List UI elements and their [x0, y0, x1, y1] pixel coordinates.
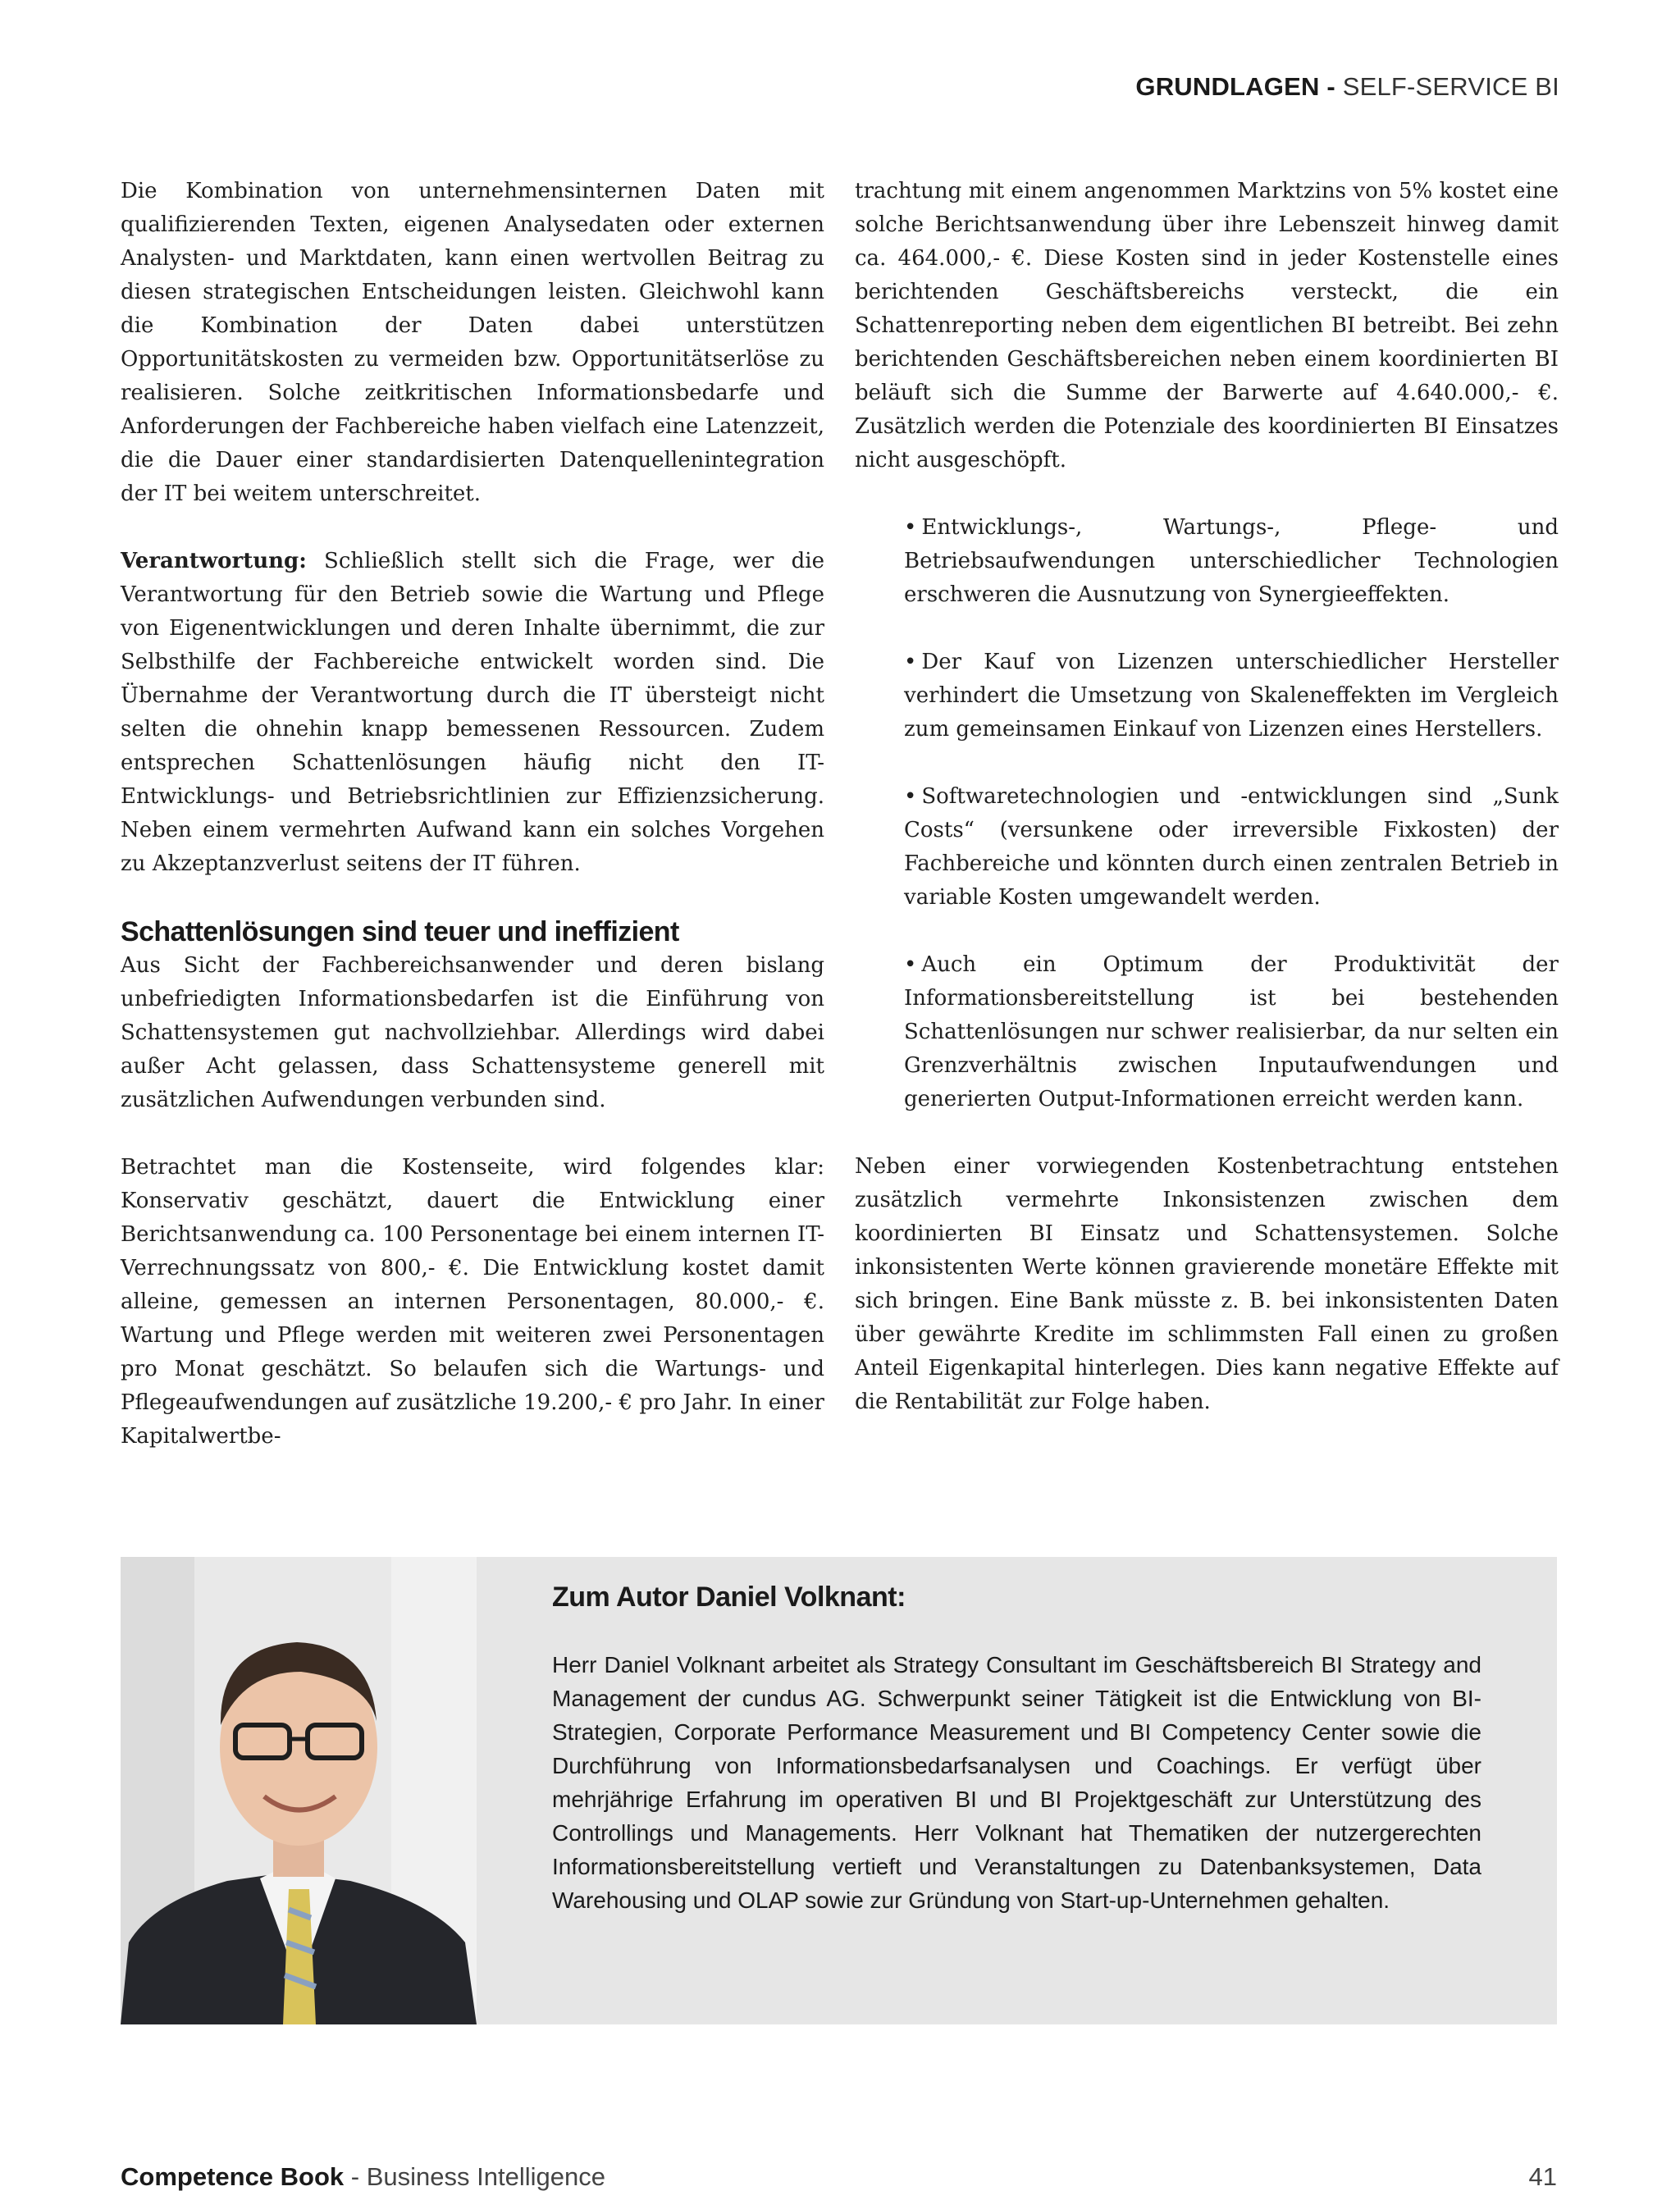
author-photo [121, 1557, 477, 2024]
author-text [552, 1582, 1481, 1917]
right-column [855, 175, 1559, 1419]
bullet-list [855, 511, 1559, 1116]
paragraph-responsibility [121, 545, 824, 881]
paragraph-responsibility-text: Schließlich stellt sich die Frage, wer die Verantwortung für den Betrieb sowie die Wartung und Pflege von Eigenentwicklungen und deren Inhalte übernimmt, die zur Selbsthilfe der Fachbereiche entwickelt worden sind. Die Übernahme der Verantwortung durch die IT übersteigt nicht selten die ohnehin knapp bemessenen Ressourcen. Zudem entsprechen Schattenlösungen häufig nicht den IT-Entwicklungs- und Betriebsrichtlinien zur Effizienzsicherung. Neben einem vermehrten Aufwand kann ein solches Vorgehen zu Akzeptanzverlust seitens der IT führen. [121, 549, 824, 876]
list-item [904, 646, 1559, 746]
author-portrait-illustration [121, 1557, 477, 2024]
author-title: Zum Autor Daniel Volknant: [552, 1582, 906, 1613]
running-header [1135, 72, 1559, 102]
footer-publication [121, 2162, 605, 2192]
list-item-text: Der Kauf von Lizenzen unterschiedlicher Hersteller verhindert die Umsetzung von Skaleneffekten im Vergleich zum gemeinsamen Einkauf von Lizenzen eines Herstellers. [904, 650, 1559, 742]
list-item [904, 511, 1559, 612]
paragraph-combination: Die Kombination von unternehmensinternen Daten mit qualifizierenden Texten, eigenen Analysedaten oder externen Analysten- und Marktdaten, kann einen wertvollen Beitrag zu diesen strategischen Entscheidungen leisten. Gleichwohl kann die Kombination der Daten dabei unterstützen Opportunitätskosten zu vermeiden bzw. Opportunitätserlöse zu realisieren. Solche zeitkritischen Informationsbedarfe und Anforderungen der Fachbereiche haben vielfach eine Latenzzeit, die die Dauer einer standardisierten Datenquellenintegration der IT bei weitem unterschreitet. [121, 179, 824, 506]
paragraph-cost-calculation: Betrachtet man die Kostenseite, wird folgendes klar: Konservativ geschätzt, dauert die Entwicklung einer Berichtsanwendung ca. 100 Personentage bei einem internen IT-Verrechnungssatz von 800,- €. Die Entwicklung kostet damit alleine, gemessen an internen Personentagen, 80.000,- €. Wartung und Pflege werden mit weiteren zwei Personentagen pro Monat geschätzt. So belaufen sich die Wartungs- und Pflegeaufwendungen auf zusätzliche 19.200,- € pro Jahr. In einer Kapitalwertbe- [121, 1155, 824, 1449]
footer-subject: Business Intelligence [366, 2162, 605, 2191]
bullet-icon: • [904, 952, 917, 977]
header-section: GRUNDLAGEN [1135, 72, 1320, 101]
list-item-text: Entwicklungs-, Wartungs-, Pflege- und Betriebsaufwendungen unterschiedlicher Technologien erschweren die Ausnutzung von Synergieeffekten. [904, 515, 1559, 607]
header-separator: - [1319, 72, 1343, 101]
author-bio: Herr Daniel Volknant arbeitet als Strategy Consultant im Geschäftsbereich BI Strategy and Management der cundus AG. Schwerpunkt seiner Tätigkeit ist die Entwicklung von BI-Strategien, Corporate Performance Measurement und BI Competency Center sowie die Durchführung von Informationsbedarfsanalysen und Coachings. Er verfügt über mehrjährige Erfahrung im operativen BI und BI Projektgeschäft zur Unterstützung des Controllings und Managements. Herr Volknant hat Thematiken der nutzergerechten Informationsbereitstellung vertieft und Veranstaltungen zu Datenbanksystemen, Data Warehousing und OLAP sowie zur Gründung von Start-up-Unternehmen gehalten. [552, 1652, 1481, 1913]
bullet-icon: • [904, 784, 917, 809]
footer-book-title: Competence Book [121, 2162, 345, 2191]
page-number: 41 [1528, 2162, 1557, 2191]
footer-separator: - [344, 2162, 367, 2191]
author-box [121, 1557, 1557, 2024]
list-item [904, 948, 1559, 1116]
section-heading: Schattenlösungen sind teuer und ineffizient [121, 916, 679, 947]
bullet-icon: • [904, 650, 917, 674]
paragraph-inconsistencies: Neben einer vorwiegenden Kostenbetrachtung entstehen zusätzlich vermehrte Inkonsistenzen zwischen dem koordinierten BI Einsatz und Schattensystemen. Solche inkonsistenten Werte können gravierende monetäre Effekte mit sich bringen. Eine Bank müsste z. B. bei inkonsistenten Daten über gewährte Kredite im schlimmsten Fall einen zu großen Anteil Eigenkapital hinterlegen. Dies kann negative Effekte auf die Rentabilität zur Folge haben. [855, 1154, 1559, 1414]
bullet-icon: • [904, 515, 917, 540]
header-topic: SELF-SERVICE BI [1342, 72, 1559, 101]
paragraph-shadow-systems: Aus Sicht der Fachbereichsanwender und deren bislang unbefriedigten Informationsbedarfen ist die Einführung von Schattensystemen gut nachvollziehbar. Allerdings wird dabei außer Acht gelassen, dass Schattensysteme generell mit zusätzlichen Aufwendungen verbunden sind. [121, 953, 824, 1112]
list-item-text: Auch ein Optimum der Produktivität der Informationsbereitstellung ist bei bestehenden Schattenlösungen nur schwer realisierbar, da nur selten ein Grenzverhältnis zwischen Inputaufwendungen und generierten Output-Informationen erreicht werden kann. [904, 952, 1559, 1111]
paragraph-lead-term: Verantwortung: [121, 549, 307, 573]
paragraph-capital-value: trachtung mit einem angenommen Marktzins von 5% kostet eine solche Berichtsanwendung über ihre Lebenszeit hinweg damit ca. 464.000,- €. Diese Kosten sind in jeder Kostenstelle eines berichtenden Geschäftsbereichs versteckt, die ein Schattenreporting neben dem eigentlichen BI betreibt. Bei zehn berichtenden Geschäftsbereichen neben einem koordinierten BI beläuft sich die Summe der Barwerte auf 4.640.000,- €. Zusätzlich werden die Potenziale des koordinierten BI Einsatzes nicht ausgeschöpft. [855, 179, 1559, 472]
left-column [121, 175, 824, 1454]
list-item-text: Softwaretechnologien und -entwicklungen sind „Sunk Costs“ (versunkene oder irreversible Fixkosten) der Fachbereiche und könnten durch einen zentralen Betrieb in variable Kosten umgewandelt werden. [904, 784, 1559, 910]
list-item [904, 780, 1559, 915]
